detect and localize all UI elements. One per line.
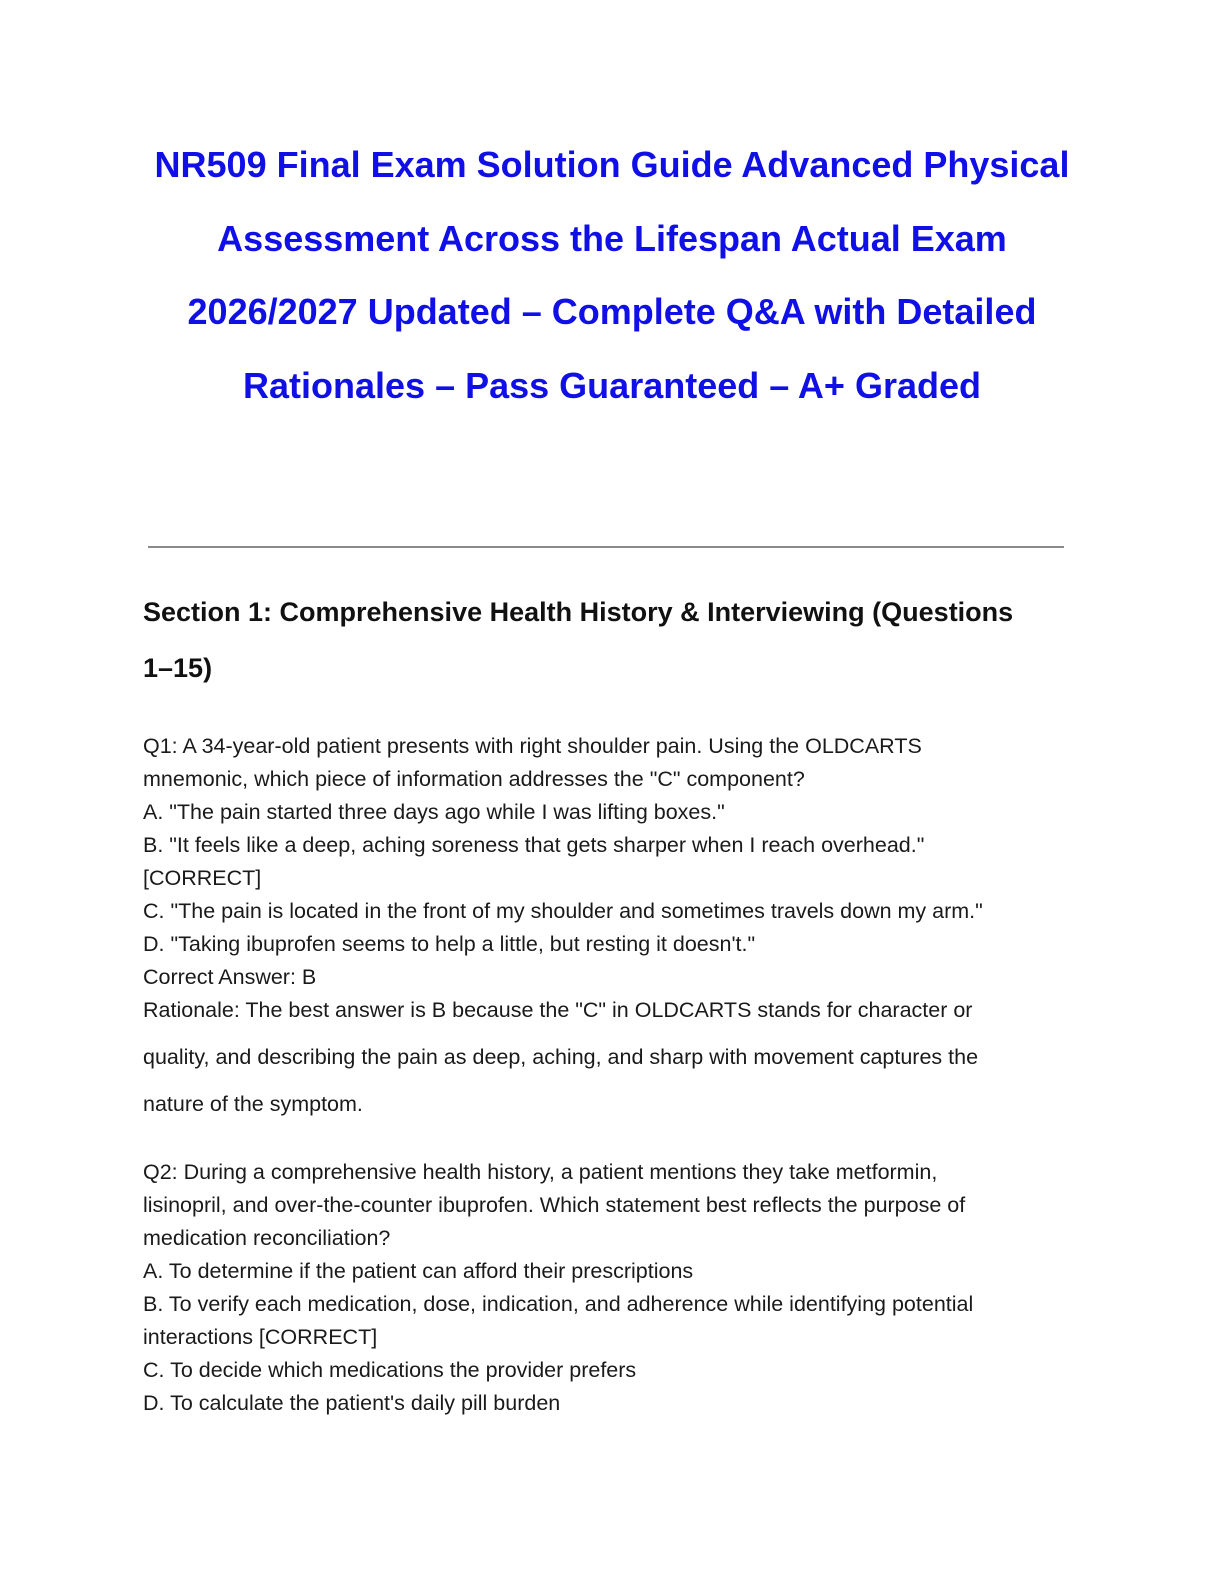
question-2 [143,1156,1093,1420]
q1-option-b-line-1: B. "It feels like a deep, aching soreness that gets sharper when I reach overhead." [143,833,925,857]
q2-option-d: D. To calculate the patient's daily pill burden [143,1391,561,1415]
q2-option-a: A. To determine if the patient can afford their prescriptions [143,1259,694,1283]
q1-rationale-line-1: Rationale: The best answer is B because the "C" in OLDCARTS stands for character or [143,998,973,1022]
q1-rationale-line-3: nature of the symptom. [143,1091,363,1116]
q2-stem-line-2: lisinopril, and over-the-counter ibuprofen. Which statement best reflects the purpose of [143,1193,966,1217]
q1-correct-answer: Correct Answer: B [143,965,317,989]
q2-stem-line-1: Q2: During a comprehensive health history, a patient mentions they take metformin, [143,1160,938,1184]
section-heading [143,584,1083,696]
q1-option-d: D. "Taking ibuprofen seems to help a little, but resting it doesn't." [143,932,756,956]
q1-option-c: C. "The pain is located in the front of my shoulder and sometimes travels down my arm." [143,899,983,923]
section-heading-line-1: Section 1: Comprehensive Health History & Interviewing (Questions [143,597,1014,627]
q2-option-c: C. To decide which medications the provider prefers [143,1358,637,1382]
q2-stem-line-3: medication reconciliation? [143,1226,391,1250]
q1-stem-line-2: mnemonic, which piece of information addresses the "C" component? [143,767,805,791]
q1-option-b-line-2: [CORRECT] [143,866,262,890]
title-line-4: Rationales – Pass Guaranteed – A+ Graded [243,364,981,406]
q1-option-a: A. "The pain started three days ago while I was lifting boxes." [143,800,725,824]
q1-stem-line-1: Q1: A 34-year-old patient presents with right shoulder pain. Using the OLDCARTS [143,734,922,758]
question-1 [143,730,1093,1127]
title-line-1: NR509 Final Exam Solution Guide Advanced Physical [154,144,1070,185]
section-heading-line-2: 1–15) [143,653,213,683]
title-line-3: 2026/2027 Updated – Complete Q&A with Detailed [187,291,1037,332]
document-title [140,128,1084,422]
q2-option-b-line-2: interactions [CORRECT] [143,1325,378,1349]
horizontal-divider [148,546,1064,548]
q1-rationale-line-2: quality, and describing the pain as deep, aching, and sharp with movement captures the [143,1045,979,1069]
q2-option-b-line-1: B. To verify each medication, dose, indication, and adherence while identifying potential [143,1292,974,1316]
title-line-2: Assessment Across the Lifespan Actual Exam [217,217,1007,259]
